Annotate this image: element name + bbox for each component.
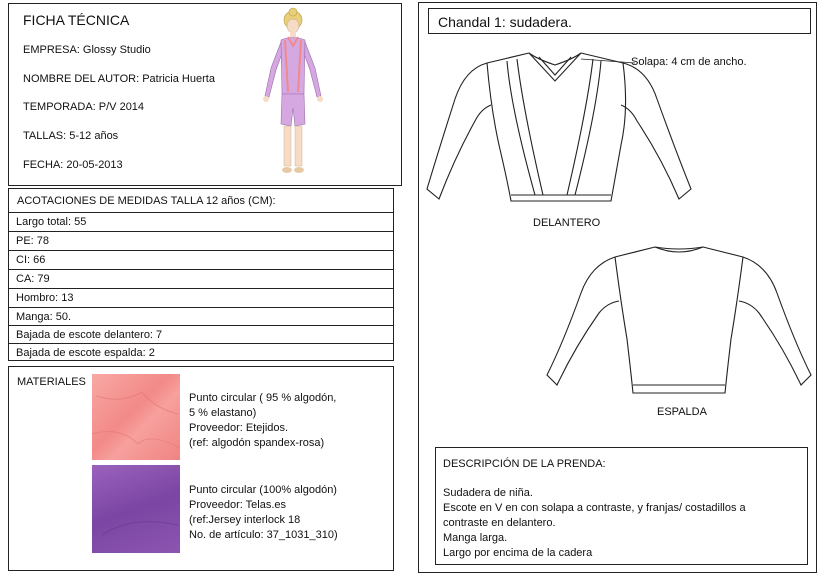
description-line: contraste en delantero. <box>443 517 556 529</box>
material-2-line: Proveedor: Telas.es <box>189 499 287 511</box>
model-illustration <box>257 6 329 186</box>
description-line: Manga larga. <box>443 532 508 544</box>
front-drawing <box>425 49 705 209</box>
measurements-title: ACOTACIONES DE MEDIDAS TALLA 12 años (CM): <box>17 195 276 207</box>
measure-row: CA: 79 <box>9 269 393 288</box>
material-1-line: (ref: algodón spandex-rosa) <box>189 437 325 449</box>
materials-title: MATERIALES <box>17 376 86 388</box>
material-2-line: Punto circular (100% algodón) <box>189 484 337 496</box>
measure-row: Largo total: 55 <box>9 212 393 231</box>
material-2-line: (ref:Jersey interlock 18 <box>189 514 301 526</box>
material-1-line: 5 % elastano) <box>189 407 257 419</box>
author-field: NOMBRE DEL AUTOR: Patricia Huerta <box>23 73 215 85</box>
measure-row: Bajada de escote delantero: 7 <box>9 325 393 344</box>
fabric-swatch-pink <box>92 374 180 460</box>
measure-row: Bajada de escote espalda: 2 <box>9 343 393 362</box>
measure-row: CI: 66 <box>9 250 393 269</box>
materials-panel <box>8 366 394 571</box>
date-field: FECHA: 20-05-2013 <box>23 159 123 171</box>
description-title: DESCRIPCIÓN DE LA PRENDA: <box>443 458 606 470</box>
fabric-swatch-purple <box>92 465 180 553</box>
measurements-panel <box>8 188 394 361</box>
front-label: DELANTERO <box>533 217 601 229</box>
sizes-field: TALLAS: 5-12 años <box>23 130 119 142</box>
empresa-field: EMPRESA: Glossy Studio <box>23 44 151 56</box>
garment-title-box <box>428 8 811 34</box>
description-line: Largo por encima de la cadera <box>443 547 593 559</box>
header-panel <box>8 3 402 186</box>
description-box <box>435 447 808 565</box>
solapa-note: Solapa: 4 cm de ancho. <box>631 56 747 68</box>
material-2-line: No. de artículo: 37_1031_310) <box>189 529 338 541</box>
season-field: TEMPORADA: P/V 2014 <box>23 101 145 113</box>
sheet-title: FICHA TÉCNICA <box>23 12 130 28</box>
measure-row: Manga: 50. <box>9 307 393 326</box>
back-drawing <box>545 243 815 398</box>
description-line: Escote en V en con solapa a contraste, y franjas/ costadillos a <box>443 502 746 514</box>
material-1-line: Punto circular ( 95 % algodón, <box>189 392 337 404</box>
garment-title: Chandal 1: sudadera. <box>438 14 572 30</box>
measure-row: Hombro: 13 <box>9 288 393 307</box>
garment-panel <box>418 2 817 573</box>
measure-row: PE: 78 <box>9 231 393 250</box>
description-line: Sudadera de niña. <box>443 487 533 499</box>
material-1-line: Proveedor: Etejidos. <box>189 422 289 434</box>
back-label: ESPALDA <box>657 406 707 418</box>
